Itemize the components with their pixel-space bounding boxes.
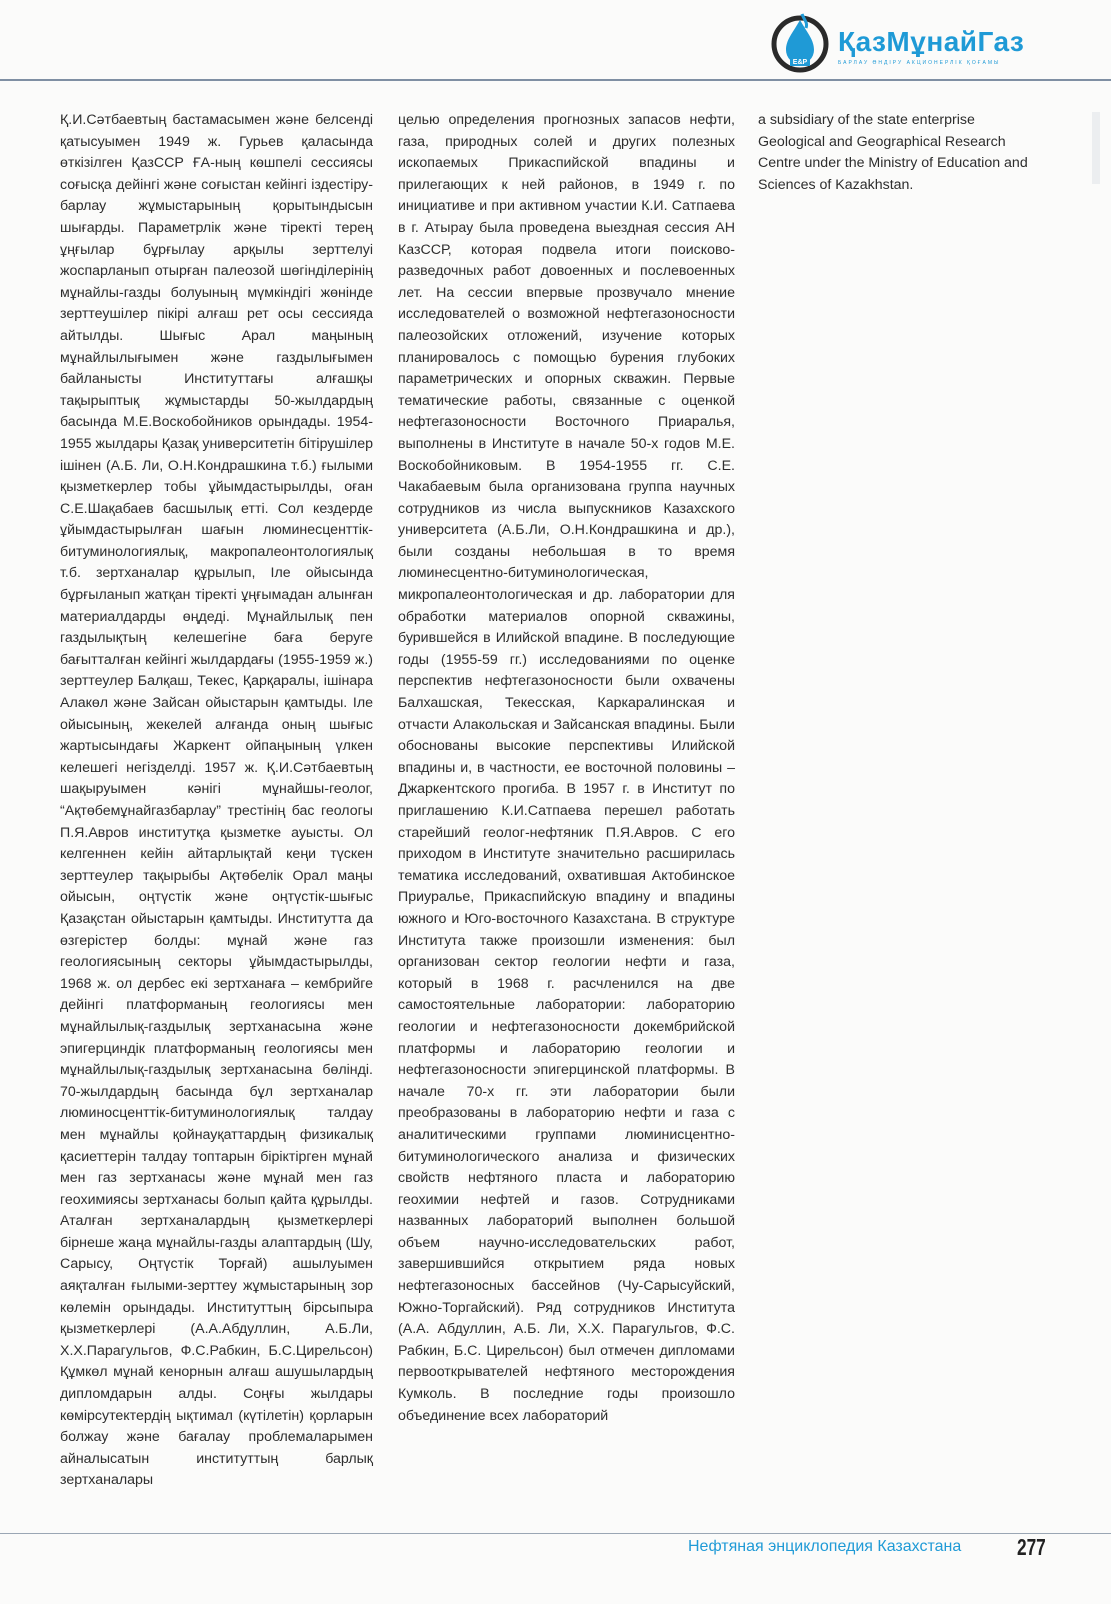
logo-badge: E&P [792,59,808,66]
logo-wordmark: ҚазМұнайГаз [838,26,1025,57]
column-russian [398,110,735,1427]
paragraph-russian: целью определения прогнозных запасов нефти, газа, природных солей и других полезных ископаемых Прикаспийской впадины и прилегающих к ней районов, в 1949 г. по инициативе и при активном участии К.И. Сатпаева в г. Атырау была проведена выездная сессия АН КазССР, которая подвела итоги поисково-разведочных работ довоенных и послевоенных лет. На сессии впервые прозвучало мнение исследователей о возможной нефтегазоносности палеозойских отложений, изучение которых планировалось с помощью бурения глубоких параметрических и опорных скважин. Первые тематические работы, связанные с оценкой нефтегазоносности Восточного Приаралья, выполнены в Институте в начале 50-х годов М.Е. Воскобойниковым. В 1954-1955 гг. С.Е. Чакабаевым была организована группа научных сотрудников из числа выпускников Казахского университета (А.Б.Ли, О.Н.Кондрашкина и др.), были созданы небольшая в то время люминесцентно-битуминологическая, микропалеонтологическая и др. лаборатории для обработки материалов опорной скважины, бурившейся в Илийской впадине. В последующие годы (1955-59 гг.) исследованиями по оценке перспектив нефтегазоносности были охвачены Балхашская, Текесская, Каркаралинская и отчасти Алакольская и Зайсанская впадины. Были обоснованы высокие перспективы Илийской впадины и, в частности, ее восточной половины – Джаркентского прогиба. В 1957 г. в Институт по приглашению К.И.Сатпаева перешел работать старейший геолог-нефтяник П.Я.Авров. С его приходом в Институте значительно расширилась тематика исследований, охватившая Актобинское Приуралье, Прикаспийскую впадину и впадины южного и Юго-восточного Казахстана. В структуре Института также произошли изменения: был организован сектор геологии нефти и газа, который в 1968 г. расчленился на две самостоятельные лаборатории: лабораторию геологии и нефтегазоносности докембрийской платформы и лабораторию геологии и нефтегазоносности эпигерцинской платформы. В начале 70-х гг. эти лаборатории были преобразованы в лабораторию нефти и газа с аналитическими группами люминисцентно-битуминологического анализа и физических свойств нефтяного пласта и лабораторию геохимии нефтей и газов. Сотрудниками названных лабораторий выполнен большой объем научно-исследовательских работ, завершившийся открытием ряда новых нефтегазоносных бассейнов (Чу-Сарысуйский, Южно-Торгайский). Ряд сотрудников Института (А.А. Абдуллин, А.Б. Ли, Х.Х. Парагульгов, Ф.С. Рабкин, Б.С. Цирельсон) был отмечен дипломами первооткрывателей нефтяного месторождения Кумколь. В последние годы произошло объединение всех лабораторий [398,112,735,1424]
article-body [0,110,1111,1510]
page-number: 277 [1017,1534,1046,1560]
column-english [758,110,1038,196]
company-logo [768,6,1068,80]
paragraph-kazakh: Қ.И.Сәтбаевтың бастамасымен және белсенді қатысуымен 1949 ж. Гурьев қаласында өткізілген ҚазССР ҒА-ның көшпелі сессиясы соғысқа дейінгі және соғыстан кейінгі іздестіру-барлау жұмыстарының қорытындысын шығарды. Параметрлік және тіректі терең ұңғылар бұрғылау арқылы зерттелуі жоспарланып отырған палеозой шөгінділерінің мұнайлы-газды болуының мүмкіндігі жөнінде зерттеушілер пікірі алғаш рет осы сессияда айтылды. Шығыс Арал маңының мұнайлылығымен және газдылығымен байланысты Институттағы алғашқы тақырыптық жұмыстарды 50-жылдардың басында М.Е.Воскобойников орындады. 1954-1955 жылдары Қазақ университетін бітірушілер ішінен (А.Б. Ли, О.Н.Кондрашкина т.б.) ғылыми қызметкерлер тобы ұйымдастырылды, оған С.Е.Шақабаев басшылық етті. Сол кездерде ұйымдастырылған шағын люминесценттік-битуминологиялық, макропалеонтологиялық т.б. зертханалар құрылып, Іле ойысында бұрғыланып жатқан тіректі ұңғымадан алынған материалдарды өңдеді. Мұнайлылық пен газдылықтың келешегіне баға беруге бағытталған кейінгі жылдардағы (1955-1959 ж.) зерттеулер Балқаш, Текес, Қарқаралы, ішінара Алакөл және Зайсан ойыстарын қамтыды. Іле ойысының, жекелей алғанда оның шығыс жартысындағы Жаркент ойпаңының үлкен келешегі негізделді. 1957 ж. Қ.И.Сәтбаевтың шақыруымен кәнігі мұнайшы-геолог, “Ақтөбемұнайгазбарлау” трестінің бас геологы П.Я.Авров институтқа қызметке ауысты. Ол келгеннен кейін айтарлықтай кеңи түскен зерттеулер тақырыбы Ақтөбелік Орал маңы ойысын, оңтүстік және оңтүстік-шығыс Қазақстан ойыстарын қамтыды. Институтта да өзгерістер болды: мұнай және газ геологиясының секторы ұйымдастырылды, 1968 ж. ол дербес екі зертханаға – кембрийге дейінгі платформаның геологиясы мен мұнайлылық-газдылық зертханасына және эпигерциндік платформаның геологиясы мен мұнайлылық-газдылық зертханасына бөлінді. 70-жылдардың басында бұл зертханалар люминосценттік-битуминологиялық талдау мен мұнайлы қойнауқаттардың физикалық қасиеттерін талдау топтарын біріктірген мұнай мен газ зертханасы және мұнай мен газ геохимиясы зертханасы болып қайта құрылды. Аталған зертханалардың қызметкерлері бірнеше жаңа мұнайлы-газды алаптардың (Шу, Сарысу, Оңтүстік Торғай) ашылуымен аяқталған ғылыми-зерттеу жұмыстарының зор көлемін орындады. Институттың бірсыпыра қызметкерлері (А.А.Абдуллин, А.Б.Ли, Х.Х.Парагульгов, Ф.С.Рабкин, Б.С.Цирельсон) Құмкөл мұнай кенорнын алғаш ашушылардың дипломдарын алды. Соңғы жылдары көмірсутектердің ықтимал (күтілетін) қорларын болжау және бағалау проблемаларымен айналысатын институттың барлық зертханалары [60,112,373,1489]
footer-rule [0,1533,1111,1534]
footer-publication-title: Нефтяная энциклопедия Казахстана [688,1538,962,1555]
column-kazakh [60,110,373,1492]
paragraph-english: a subsidiary of the state enterprise Geological and Geographical Research Centre under the Ministry of Education and Sciences of Kazakhstan. [758,112,1028,193]
logo-tagline: БАРЛАУ ӨНДІРУ АКЦИОНЕРЛІК ҚОҒАМЫ [838,60,1001,66]
page-header [0,0,1111,84]
margin-tab [1092,112,1100,184]
kmg-emblem-icon [768,10,832,74]
header-rule [0,79,1111,81]
